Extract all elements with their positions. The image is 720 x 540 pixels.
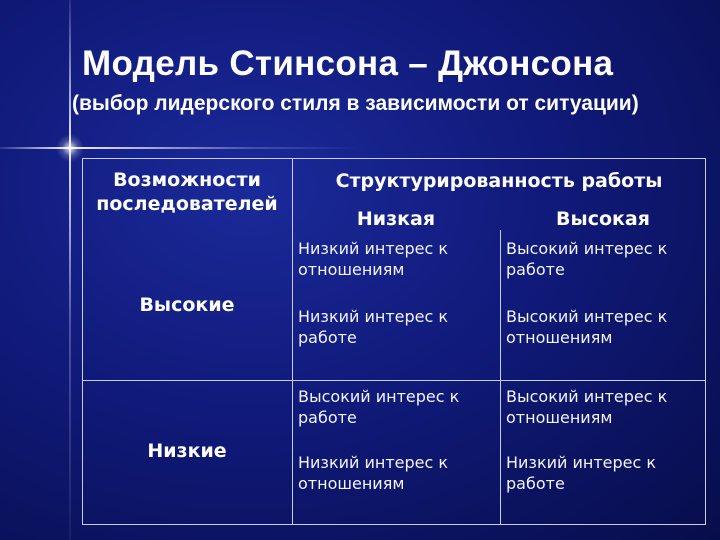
row-header-title-line1: Возможности [113,169,261,191]
slide-title: Модель Стинсона – Джонсона [82,44,614,83]
table-border-top [82,158,706,159]
row-label-low: Низкие [147,440,227,462]
table-border-left [82,158,83,525]
table-divider-rows [82,380,706,381]
cell-low-high-2: Низкий интерес к работе [506,453,657,493]
col-group-header: Структурированность работы [335,170,663,192]
decorative-vertical-line [69,0,71,540]
slide-subtitle: (выбор лидерского стиля в зависимости от ситуации) [72,92,639,115]
row-label-high: Высокие [139,294,235,316]
table-border-right [705,158,706,525]
row-header-title [82,168,292,216]
cell-high-high-1: Высокий интерес к работе [506,239,668,279]
table-divider-columns [500,230,501,525]
table-divider-label [292,158,293,525]
cell-low-low-1: Высокий интерес к работе [298,387,460,427]
row-header-title-line2: последователей [96,193,278,215]
col-header-high: Высокая [556,208,650,230]
cell-low-low-2: Низкий интерес к отношениям [298,453,449,493]
cell-high-high-2: Высокий интерес к отношениям [506,307,668,347]
cell-high-low-1: Низкий интерес к отношениям [298,239,449,279]
cell-low-high-1: Высокий интерес к отношениям [506,387,668,427]
decorative-star-glow [56,134,84,162]
table-border-bottom [82,524,706,525]
col-header-low: Низкая [356,208,436,230]
decorative-horizontal-line [0,147,360,149]
cell-high-low-2: Низкий интерес к работе [298,307,449,347]
leadership-style-table [82,158,706,525]
